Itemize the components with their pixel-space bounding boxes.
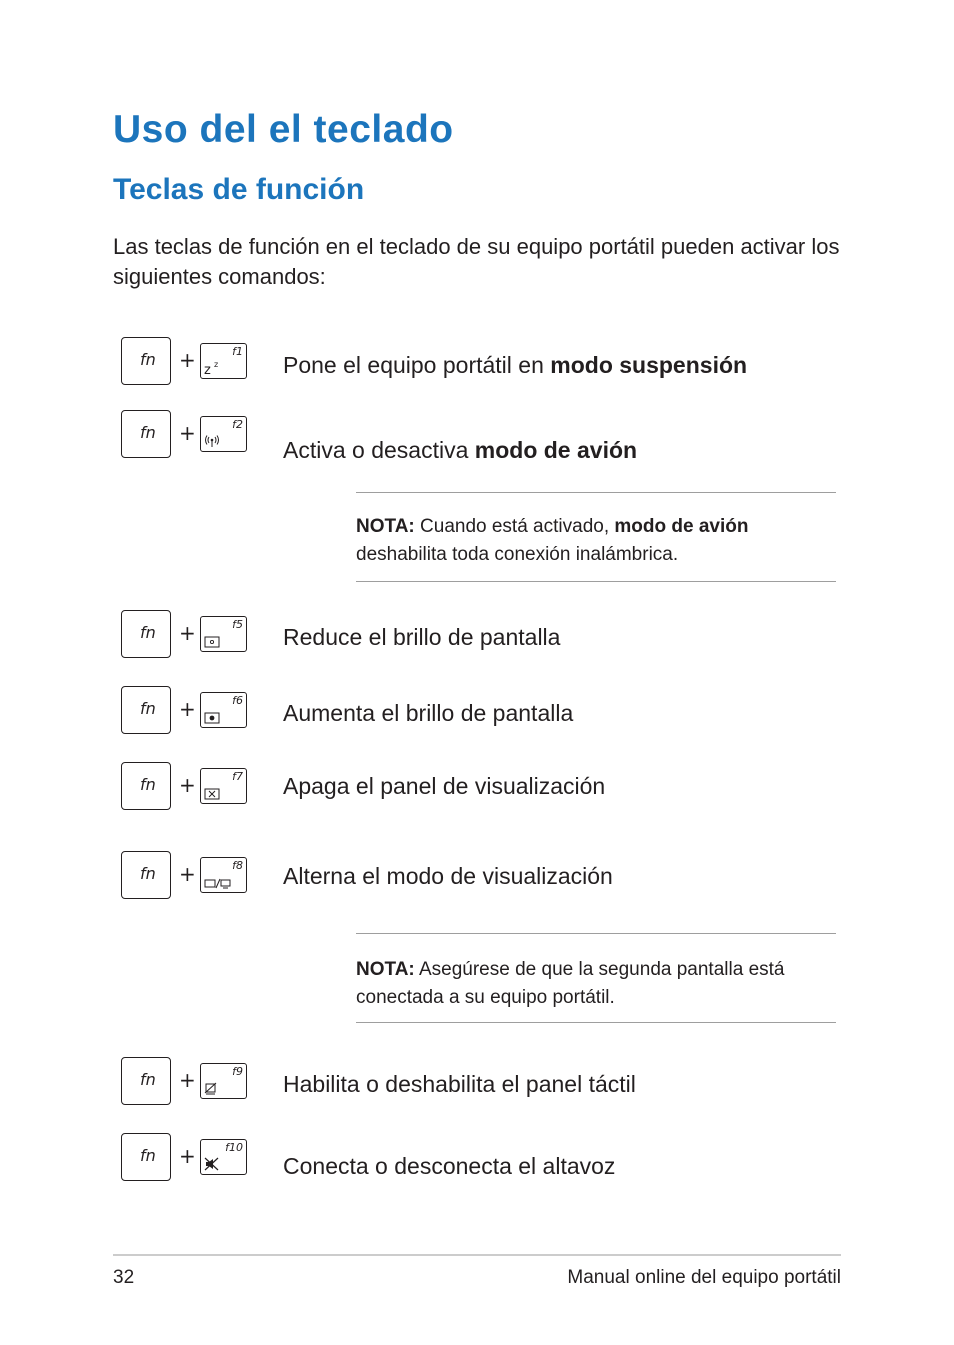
key-combo-fn-f6	[121, 686, 261, 736]
display-switch-icon	[204, 878, 232, 889]
f5-key: f5	[200, 616, 247, 652]
brightness-up-icon	[204, 712, 220, 724]
f2-key: f2	[200, 416, 247, 452]
airplane-wireless-icon	[204, 434, 220, 448]
desc-f5: Reduce el brillo de pantalla	[283, 624, 561, 650]
f1-key: f1 z z	[200, 343, 247, 379]
note-line-2: deshabilita toda conexión inalámbrica.	[356, 544, 679, 565]
key-combo-fn-f10	[121, 1133, 261, 1183]
desc-f8: Alterna el modo de visualización	[283, 863, 613, 889]
plus-sign: +	[179, 773, 196, 797]
fn-key: fn	[121, 610, 171, 658]
desc-f2: Activa o desactiva modo de avión	[283, 437, 638, 463]
f9-key: f9	[200, 1063, 247, 1099]
touchpad-toggle-icon	[204, 1082, 218, 1095]
fn-key: fn	[121, 762, 171, 810]
page-number: 32	[113, 1267, 135, 1288]
fn-key: fn	[121, 686, 171, 734]
plus-sign: +	[179, 862, 196, 886]
note-line-1: NOTA: Asegúrese de que la segunda pantalla está	[356, 959, 785, 980]
key-combo-fn-f9	[121, 1057, 261, 1107]
desc-f9: Habilita o deshabilita el panel táctil	[283, 1071, 636, 1097]
key-combo-fn-f2	[121, 410, 261, 460]
page-title: Uso del el teclado	[113, 108, 454, 151]
footer-title: Manual online del equipo portátil	[567, 1267, 841, 1288]
fn-key: fn	[121, 851, 171, 899]
plus-sign: +	[179, 421, 196, 445]
f10-key: f10	[200, 1139, 247, 1175]
desc-f10: Conecta o desconecta el altavoz	[283, 1153, 616, 1179]
fn-key: fn	[121, 410, 171, 458]
f6-key: f6	[200, 692, 247, 728]
plus-sign: +	[179, 621, 196, 645]
desc-f6: Aumenta el brillo de pantalla	[283, 700, 574, 726]
desc-f1: Pone el equipo portátil en modo suspensión	[283, 352, 748, 378]
key-combo-fn-f5	[121, 610, 261, 660]
sleep-icon	[204, 359, 222, 375]
note-second-display	[356, 933, 836, 1023]
note-line-2: conectada a su equipo portátil.	[356, 987, 615, 1008]
f8-key: f8	[200, 857, 247, 893]
plus-sign: +	[179, 1144, 196, 1168]
svg-text:z: z	[214, 360, 219, 369]
brightness-down-icon	[204, 636, 220, 648]
note-airplane-mode	[356, 492, 836, 582]
key-combo-fn-f7	[121, 762, 261, 812]
intro-paragraph: Las teclas de función en el teclado de su equipo portátil pueden activar los siguientes comandos:	[113, 234, 840, 289]
section-title: Teclas de función	[113, 173, 365, 206]
key-combo-fn-f8	[121, 851, 261, 901]
key-combo-fn-f1	[121, 337, 261, 387]
fn-key: fn	[121, 337, 171, 385]
display-off-icon	[204, 788, 220, 800]
speaker-mute-icon	[204, 1157, 220, 1171]
fn-key: fn	[121, 1057, 171, 1105]
footer-divider	[113, 1254, 841, 1256]
plus-sign: +	[179, 697, 196, 721]
note-line-1: NOTA: Cuando está activado, modo de avión	[356, 516, 749, 537]
fn-key: fn	[121, 1133, 171, 1181]
desc-f7: Apaga el panel de visualización	[283, 773, 606, 799]
f7-key: f7	[200, 768, 247, 804]
svg-text:z: z	[204, 363, 211, 375]
plus-sign: +	[179, 348, 196, 372]
plus-sign: +	[179, 1068, 196, 1092]
